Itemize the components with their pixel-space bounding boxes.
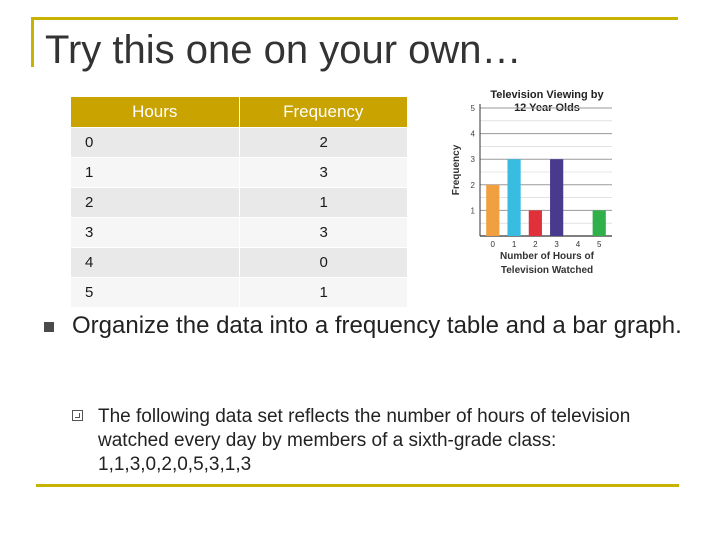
frequency-cell: 3 [239,158,408,188]
bar-hours-2 [529,210,542,236]
x-axis-label-line2: Television Watched [500,265,594,276]
hours-cell: 0 [71,128,240,158]
hours-cell: 5 [71,278,240,308]
table-row [71,218,408,248]
x-tick-label: 5 [596,240,602,249]
header-frequency: Frequency [239,97,408,128]
hours-cell: 1 [71,158,240,188]
bar-chart [440,84,620,284]
bullet-square-icon [44,322,54,332]
hours-cell: 4 [71,248,240,278]
slide-title: Try this one on your own… [45,28,522,72]
x-tick-label: 2 [533,240,538,249]
bar-hours-3 [550,159,563,236]
x-tick-label: 0 [490,240,496,249]
hours-cell: 3 [71,218,240,248]
frame-top-line [31,17,678,20]
bullet-text-main: Organize the data into a frequency table and a bar graph. [72,312,682,339]
frequency-table [70,96,408,308]
y-tick-label: 5 [470,104,475,113]
table-row [71,188,408,218]
table-row [71,128,408,158]
table-row [71,158,408,188]
chart-title-line1: Television Viewing by [490,89,604,101]
bar-hours-5 [593,210,606,236]
frame-left-line [31,17,34,67]
frame-bottom-line [36,484,679,487]
bar-hours-1 [507,159,520,236]
y-tick-label: 4 [470,129,475,139]
frequency-cell: 1 [239,278,408,308]
y-axis-label: Frequency [451,144,462,196]
y-tick-label: 3 [470,155,475,165]
bar-chart-svg [440,84,620,284]
hours-cell: 2 [71,188,240,218]
frequency-cell: 2 [239,128,408,158]
bullet-text-sub: The following data set reflects the number of hours of television watched every day by members of a sixth-grade class: 1,1,3,0,2,0,5,3,1,3 [98,406,631,475]
y-tick-label: 2 [470,180,475,190]
x-tick-label: 3 [554,240,559,249]
chart-title-line2: 12 Year Olds [514,102,580,114]
bar-hours-0 [486,185,499,236]
table-row [71,278,408,308]
x-axis-label-line1: Number of Hours of [500,251,594,262]
frequency-cell: 0 [239,248,408,278]
table-row [71,248,408,278]
table-header-row [71,97,408,128]
y-tick-label: 1 [470,206,475,216]
x-tick-label: 4 [575,240,581,249]
header-hours: Hours [71,97,240,128]
x-tick-label: 1 [511,240,517,249]
frequency-cell: 3 [239,218,408,248]
frequency-cell: 1 [239,188,408,218]
bullet-box-icon [72,410,83,421]
